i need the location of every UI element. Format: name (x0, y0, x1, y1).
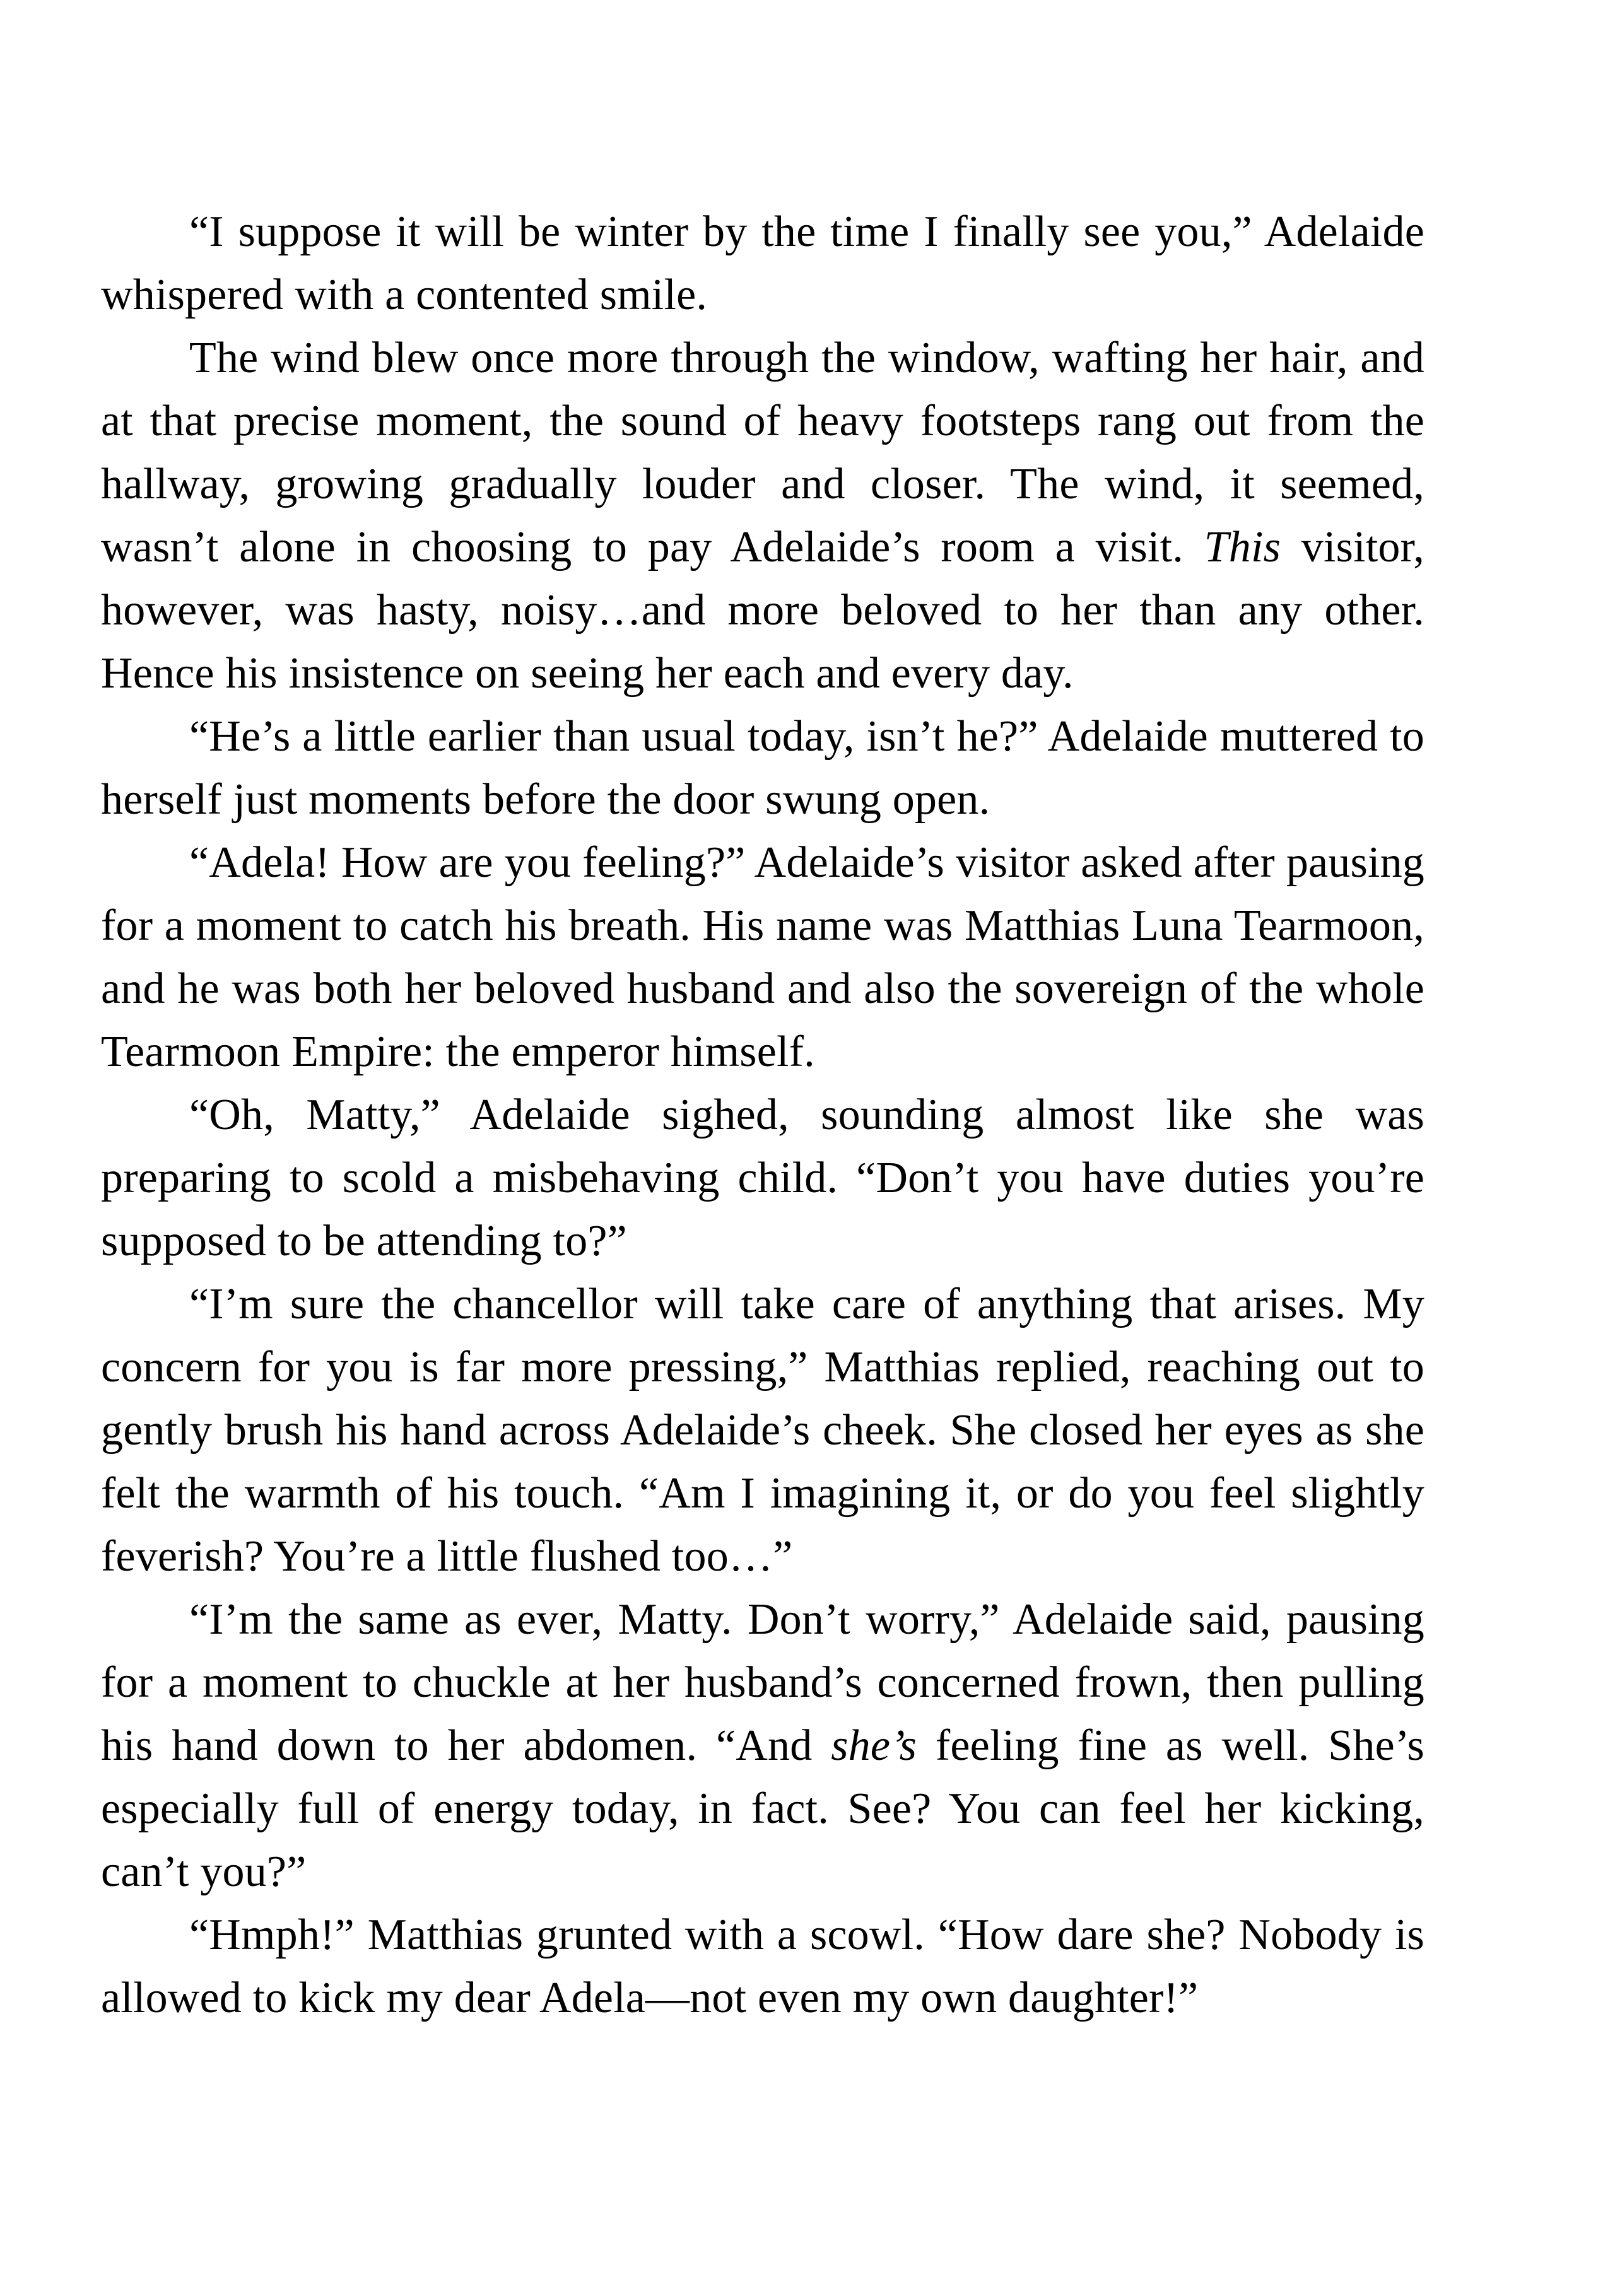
text-run: “He’s a little earlier than usual today, isn’t he?” Adelaide muttered to herself just moments before the door swung open. (101, 712, 1424, 824)
paragraph (101, 201, 1424, 327)
text-run: “Oh, Matty,” Adelaide sighed, sounding almost like she was preparing to scold a misbehaving child. “Don’t you have duties you’re supposed to be attending to?” (101, 1091, 1424, 1265)
paragraph (101, 1904, 1424, 2030)
italic-text-run: she’s (831, 1721, 917, 1770)
italic-text-run: This (1204, 523, 1281, 571)
text-run: “I suppose it will be winter by the time I finally see you,” Adelaide whispered with a contented smile. (101, 208, 1424, 319)
text-run: “I’m sure the chancellor will take care of anything that arises. My concern for you is far more pressing,” Matthias replied, reaching out to gently brush his hand across Adelaide’s cheek. She closed her eyes as she felt the warmth of his touch. “Am I imagining it, or do you feel slightly feverish? You’re a little flushed too…” (101, 1280, 1424, 1581)
text-run: visitor, however, was hasty, noisy…and more beloved to her than any other. Hence his insistence on seeing her each and every day. (101, 523, 1424, 698)
paragraph (101, 705, 1424, 831)
paragraph (101, 1588, 1424, 1904)
text-run: “Adela! How are you feeling?” Adelaide’s visitor asked after pausing for a moment to catch his breath. His name was Matthias Luna Tearmoon, and he was both her beloved husband and also the sovereign of the whole Tearmoon Empire: the emperor himself. (101, 838, 1424, 1076)
paragraph (101, 831, 1424, 1084)
text-run: “Hmph!” Matthias grunted with a scowl. “How dare she? Nobody is allowed to kick my dear Adela—not even my own daughter!” (101, 1911, 1424, 2022)
text-run: The wind blew once more through the window, wafting her hair, and at that precise moment, the sound of heavy footsteps rang out from the hallway, growing gradually louder and closer. The wind, it seemed, wasn’t alone in choosing to pay Adelaide’s room a visit. (101, 334, 1424, 571)
paragraph (101, 1084, 1424, 1273)
text-run: feeling fine as well. She’s especially full of energy today, in fact. See? You can feel her kicking, can’t you?” (101, 1721, 1424, 1896)
text-run: “I’m the same as ever, Matty. Don’t worry,” Adelaide said, pausing for a moment to chuckle at her husband’s concerned frown, then pulling his hand down to her abdomen. “And (101, 1595, 1424, 1770)
paragraph (101, 327, 1424, 705)
paragraph (101, 1273, 1424, 1588)
